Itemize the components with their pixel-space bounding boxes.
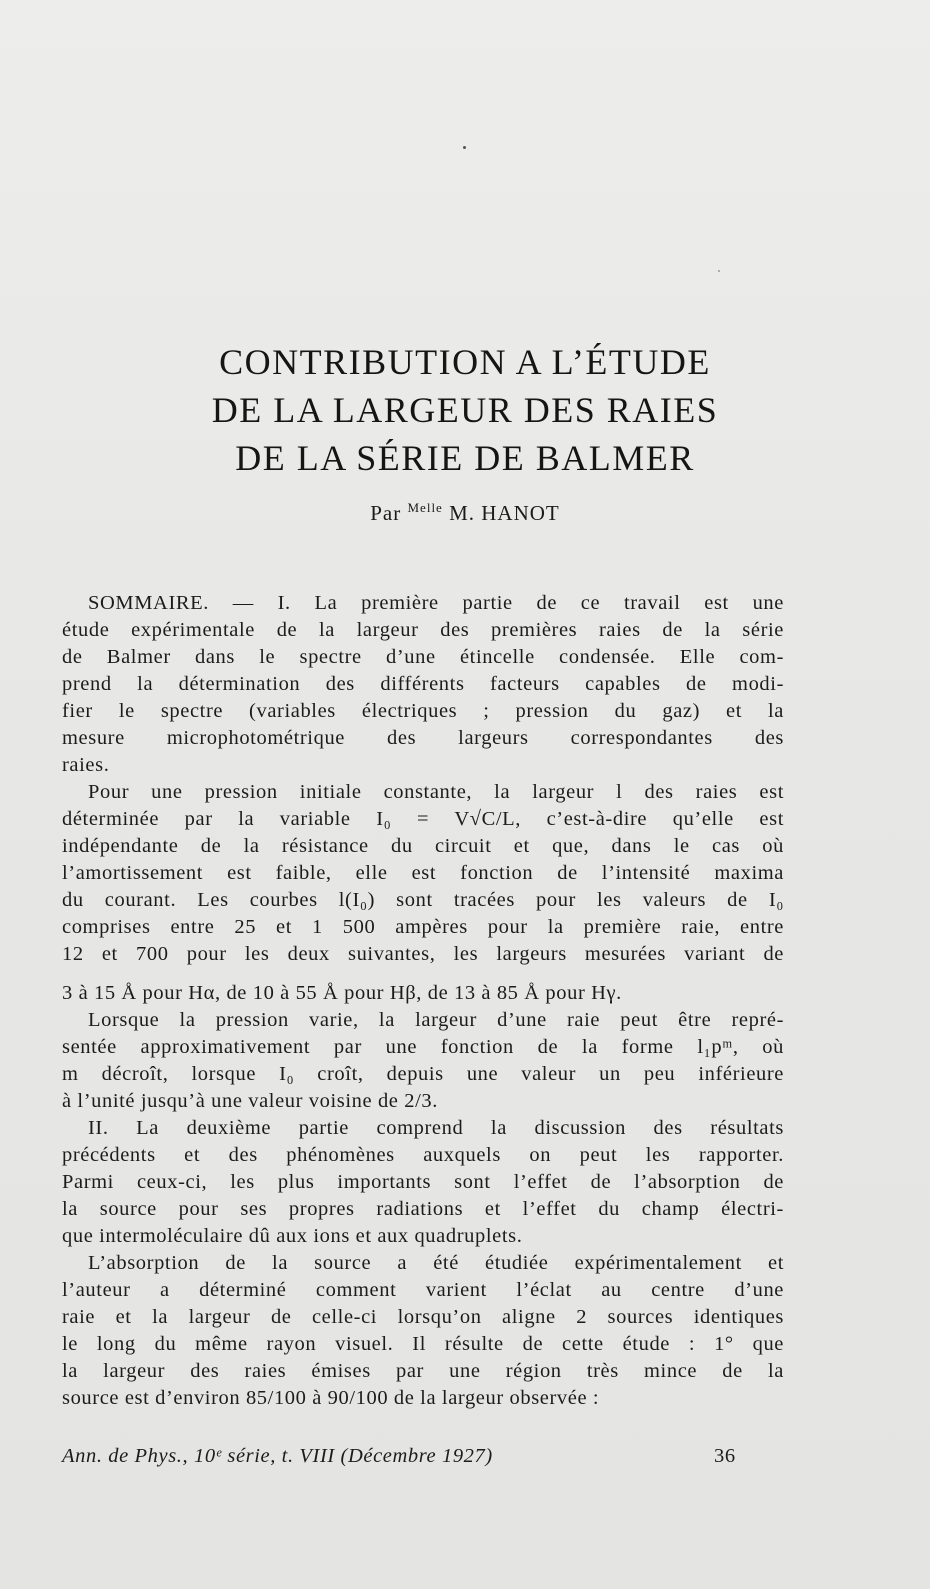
text-line: la source pour ses propres radiations et l’effet du champ électri-	[62, 1198, 784, 1220]
text-line: indépendante de la résistance du circuit et que, dans le cas où	[62, 835, 784, 857]
title-line-1: CONTRIBUTION A L’ÉTUDE	[219, 342, 711, 382]
text-line: Pour une pression initiale constante, la largeur l des raies est	[88, 781, 784, 803]
text-line: que intermoléculaire dû aux ions et aux quadruplets.	[62, 1225, 523, 1247]
text-line: l’amortissement est faible, elle est fonction de l’intensité maxima	[62, 862, 784, 884]
text-line: 3 à 15 Å pour Hα, de 10 à 55 Å pour Hβ, de 13 à 85 Å pour Hγ.	[62, 982, 622, 1004]
journal-citation: Ann. de Phys., 10ᵉ série, t. VIII (Décembre 1927)	[62, 1445, 493, 1467]
text-line: L’absorption de la source a été étudiée expérimentalement et	[88, 1252, 784, 1274]
title-line-3: DE LA SÉRIE DE BALMER	[235, 438, 695, 478]
text-line: raies.	[62, 754, 110, 776]
text-line: mesure microphotométrique des largeurs correspondantes des	[62, 727, 784, 749]
text-line: le long du même rayon visuel. Il résulte de cette étude : 1° que	[62, 1333, 784, 1355]
text-line: Lorsque la pression varie, la largeur d’une raie peut être repré-	[88, 1009, 784, 1031]
text-line: déterminée par la variable I₀ = V√C/L, c’est-à-dire qu’elle est	[62, 808, 784, 830]
text-line: 12 et 700 pour les deux suivantes, les largeurs mesurées variant de	[62, 943, 784, 965]
title-line-2: DE LA LARGEUR DES RAIES	[211, 390, 719, 430]
text-line: source est d’environ 85/100 à 90/100 de la largeur observée :	[62, 1387, 600, 1409]
journal-footer	[62, 1445, 736, 1468]
author-byline	[0, 500, 930, 526]
text-line: II. La deuxième partie comprend la discussion des résultats	[88, 1117, 784, 1139]
text-line: fier le spectre (variables électriques ; pression du gaz) et la	[62, 700, 784, 722]
text-line: l’auteur a déterminé comment varient l’éclat au centre d’une	[62, 1279, 784, 1301]
text-line: SOMMAIRE. — I. La première partie de ce travail est une	[88, 592, 784, 614]
speck	[718, 270, 720, 272]
text-line: raie et la largeur de celle-ci lorsqu’on aligne 2 sources identiques	[62, 1306, 784, 1328]
text-line: étude expérimentale de la largeur des premières raies de la série	[62, 619, 784, 641]
author-prefix: Par	[370, 501, 402, 525]
text-line: comprises entre 25 et 1 500 ampères pour la première raie, entre	[62, 916, 784, 938]
text-line: Parmi ceux-ci, les plus importants sont l’effet de l’absorption de	[62, 1171, 784, 1193]
author-name: M. HANOT	[449, 501, 560, 525]
page-number: 36	[714, 1445, 736, 1467]
speck	[463, 146, 466, 149]
text-line: précédents et des phénomènes auxquels on peut les rapporter.	[62, 1144, 784, 1166]
text-line: à l’unité jusqu’à une valeur voisine de 2/3.	[62, 1090, 438, 1112]
text-line: sentée approximativement par une fonction de la forme l₁pᵐ, où	[62, 1036, 784, 1058]
text-line: de Balmer dans le spectre d’une étincelle condensée. Elle com-	[62, 646, 784, 668]
text-line: m décroît, lorsque I₀ croît, depuis une valeur un peu inférieure	[62, 1063, 784, 1085]
text-line: du courant. Les courbes l(I₀) sont tracées pour les valeurs de I₀	[62, 889, 784, 911]
author-honorific: Melle	[407, 500, 443, 515]
text-line: prend la détermination des différents facteurs capables de modi-	[62, 673, 784, 695]
text-line: la largeur des raies émises par une région très mince de la	[62, 1360, 784, 1382]
